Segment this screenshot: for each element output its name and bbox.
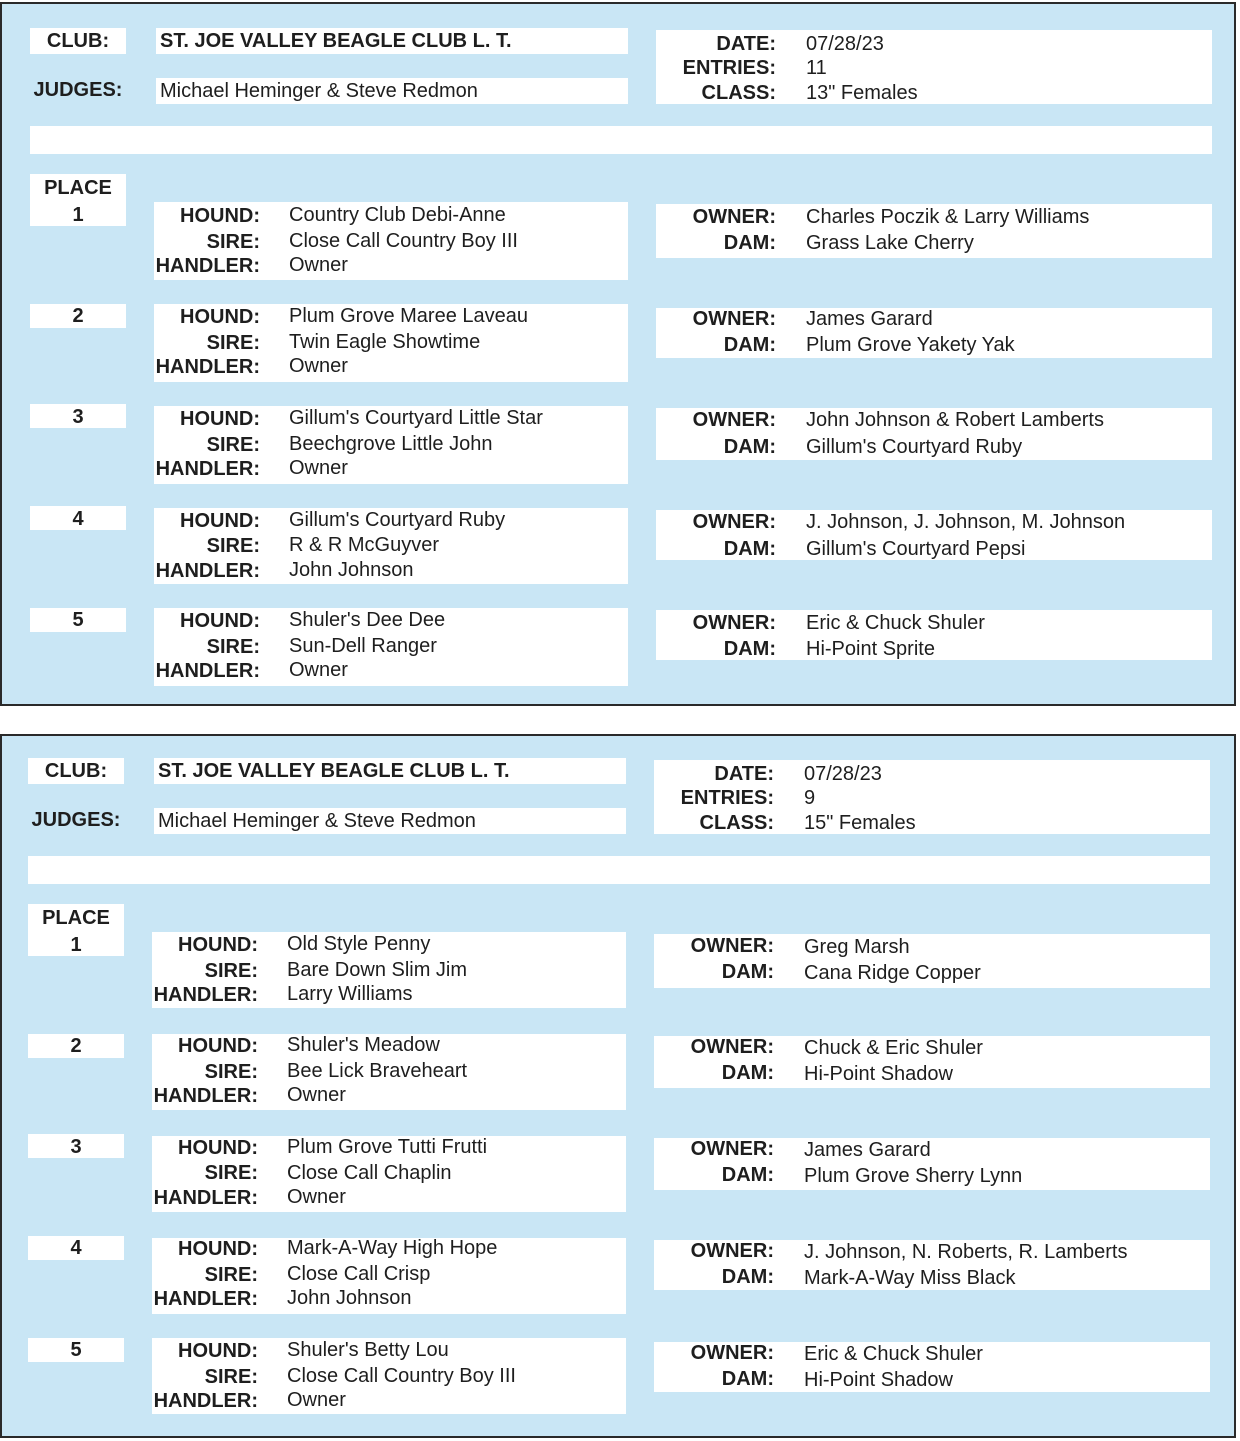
dam-name: Hi-Point Shadow	[804, 1369, 953, 1391]
sire-label: SIRE:	[204, 1366, 258, 1388]
owner-label: OWNER:	[690, 1036, 774, 1058]
sire-label: SIRE:	[206, 332, 260, 354]
club-label: CLUB:	[44, 760, 108, 782]
owner-name: John Johnson & Robert Lamberts	[806, 409, 1104, 431]
sire-label: SIRE:	[204, 1061, 258, 1083]
dam-label: DAM:	[721, 961, 774, 983]
sire-name: Close Call Chaplin	[287, 1162, 452, 1184]
handler-name: Owner	[287, 1084, 346, 1106]
hound-name: Shuler's Betty Lou	[287, 1339, 449, 1361]
hound-label: HOUND:	[180, 510, 260, 532]
hound-label: HOUND:	[178, 1035, 258, 1057]
handler-label: HANDLER:	[155, 458, 260, 480]
hound-label: HOUND:	[178, 1238, 258, 1260]
dam-name: Cana Ridge Copper	[804, 962, 981, 984]
dam-name: Hi-Point Sprite	[806, 638, 935, 660]
club-name: ST. JOE VALLEY BEAGLE CLUB L. T.	[158, 760, 510, 782]
dam-name: Grass Lake Cherry	[806, 232, 974, 254]
hound-name: Country Club Debi-Anne	[289, 204, 506, 226]
dam-name: Plum Grove Yakety Yak	[806, 334, 1015, 356]
dam-label: DAM:	[721, 1062, 774, 1084]
owner-label: OWNER:	[692, 308, 776, 330]
place-number: 4	[72, 508, 84, 530]
sire-name: Beechgrove Little John	[289, 433, 493, 455]
results-card	[0, 2, 1236, 706]
handler-name: Owner	[289, 254, 348, 276]
dam-name: Mark-A-Way Miss Black	[804, 1267, 1016, 1289]
owner-label: OWNER:	[692, 409, 776, 431]
dam-label: DAM:	[723, 538, 776, 560]
handler-label: HANDLER:	[153, 1390, 258, 1412]
sire-name: Bee Lick Braveheart	[287, 1060, 468, 1082]
sire-label: SIRE:	[204, 1162, 258, 1184]
entries-label: ENTRIES:	[682, 57, 776, 79]
spacer-bar	[28, 856, 1210, 884]
dam-label: DAM:	[721, 1164, 774, 1186]
hound-name: Plum Grove Maree Laveau	[289, 305, 529, 327]
sire-name: Close Call Country Boy III	[287, 1365, 516, 1387]
place-number: 2	[72, 305, 84, 327]
dam-name: Plum Grove Sherry Lynn	[804, 1165, 1023, 1187]
hound-name: Shuler's Dee Dee	[289, 609, 446, 631]
owner-label: OWNER:	[692, 612, 776, 634]
hound-label: HOUND:	[180, 306, 260, 328]
dam-name: Hi-Point Shadow	[804, 1063, 953, 1085]
owner-name: Greg Marsh	[804, 936, 910, 958]
sire-label: SIRE:	[206, 434, 260, 456]
place-header: PLACE	[42, 907, 110, 929]
class-label: CLASS:	[701, 82, 776, 104]
spacer-bar	[30, 126, 1212, 154]
owner-label: OWNER:	[690, 1342, 774, 1364]
owner-label: OWNER:	[692, 206, 776, 228]
judges-label: JUDGES:	[31, 809, 121, 831]
owner-name: J. Johnson, J. Johnson, M. Johnson	[806, 511, 1126, 533]
sire-label: SIRE:	[206, 231, 260, 253]
owner-name: Eric & Chuck Shuler	[804, 1343, 983, 1365]
sire-label: SIRE:	[204, 960, 258, 982]
entries-value: 9	[804, 787, 816, 809]
sire-label: SIRE:	[204, 1264, 258, 1286]
dam-name: Gillum's Courtyard Ruby	[806, 436, 1023, 458]
handler-label: HANDLER:	[155, 255, 260, 277]
owner-label: OWNER:	[690, 1240, 774, 1262]
owner-name: Eric & Chuck Shuler	[806, 612, 985, 634]
place-number: 3	[72, 406, 84, 428]
sire-label: SIRE:	[206, 535, 260, 557]
hound-name: Plum Grove Tutti Frutti	[287, 1136, 488, 1158]
class-label: CLASS:	[699, 812, 774, 834]
handler-name: Owner	[287, 1389, 346, 1411]
owner-name: Chuck & Eric Shuler	[804, 1037, 983, 1059]
place-number: 1	[70, 934, 82, 956]
sire-name: R & R McGuyver	[289, 534, 440, 556]
hound-label: HOUND:	[178, 934, 258, 956]
place-number: 3	[70, 1136, 82, 1158]
place-number: 4	[70, 1237, 82, 1259]
club-name: ST. JOE VALLEY BEAGLE CLUB L. T.	[160, 30, 512, 52]
owner-label: OWNER:	[692, 511, 776, 533]
hound-label: HOUND:	[180, 205, 260, 227]
dam-label: DAM:	[721, 1266, 774, 1288]
owner-name: Charles Poczik & Larry Williams	[806, 206, 1090, 228]
hound-name: Gillum's Courtyard Little Star	[289, 407, 543, 429]
date-label: DATE:	[716, 33, 776, 55]
hound-name: Mark-A-Way High Hope	[287, 1237, 498, 1259]
hound-name: Old Style Penny	[287, 933, 431, 955]
owner-label: OWNER:	[690, 1138, 774, 1160]
handler-label: HANDLER:	[153, 1085, 258, 1107]
hound-label: HOUND:	[178, 1137, 258, 1159]
handler-name: Larry Williams	[287, 983, 413, 1005]
handler-label: HANDLER:	[155, 660, 260, 682]
hound-name: Shuler's Meadow	[287, 1034, 440, 1056]
club-label: CLUB:	[46, 30, 110, 52]
date-value: 07/28/23	[806, 33, 884, 55]
place-number: 5	[72, 609, 84, 631]
place-number: 1	[72, 204, 84, 226]
judges-value: Michael Heminger & Steve Redmon	[158, 810, 476, 832]
hound-label: HOUND:	[178, 1340, 258, 1362]
sire-label: SIRE:	[206, 636, 260, 658]
place-header: PLACE	[44, 177, 112, 199]
hound-label: HOUND:	[180, 610, 260, 632]
entries-value: 11	[806, 57, 827, 79]
judges-value: Michael Heminger & Steve Redmon	[160, 80, 478, 102]
dam-label: DAM:	[723, 232, 776, 254]
date-label: DATE:	[714, 763, 774, 785]
place-number: 2	[70, 1035, 82, 1057]
handler-name: John Johnson	[289, 559, 414, 581]
class-value: 15" Females	[804, 812, 916, 834]
owner-name: J. Johnson, N. Roberts, R. Lamberts	[804, 1241, 1128, 1263]
date-value: 07/28/23	[804, 763, 882, 785]
handler-name: Owner	[287, 1186, 346, 1208]
dam-label: DAM:	[721, 1368, 774, 1390]
handler-label: HANDLER:	[153, 984, 258, 1006]
results-card	[0, 734, 1236, 1438]
hound-label: HOUND:	[180, 408, 260, 430]
handler-name: Owner	[289, 355, 348, 377]
dam-label: DAM:	[723, 638, 776, 660]
sire-name: Close Call Crisp	[287, 1263, 431, 1285]
class-value: 13" Females	[806, 82, 918, 104]
dam-label: DAM:	[723, 436, 776, 458]
owner-name: James Garard	[804, 1139, 931, 1161]
handler-label: HANDLER:	[153, 1288, 258, 1310]
owner-label: OWNER:	[690, 935, 774, 957]
hound-name: Gillum's Courtyard Ruby	[289, 509, 506, 531]
sire-name: Sun-Dell Ranger	[289, 635, 437, 657]
handler-label: HANDLER:	[155, 560, 260, 582]
handler-name: Owner	[289, 659, 348, 681]
sire-name: Twin Eagle Showtime	[289, 331, 481, 353]
dam-name: Gillum's Courtyard Pepsi	[806, 538, 1026, 560]
handler-label: HANDLER:	[153, 1187, 258, 1209]
sire-name: Close Call Country Boy III	[289, 230, 518, 252]
handler-name: Owner	[289, 457, 348, 479]
place-number: 5	[70, 1339, 82, 1361]
handler-label: HANDLER:	[155, 356, 260, 378]
entries-label: ENTRIES:	[680, 787, 774, 809]
dam-label: DAM:	[723, 334, 776, 356]
handler-name: John Johnson	[287, 1287, 412, 1309]
sire-name: Bare Down Slim Jim	[287, 959, 468, 981]
judges-label: JUDGES:	[33, 79, 123, 101]
owner-name: James Garard	[806, 308, 933, 330]
